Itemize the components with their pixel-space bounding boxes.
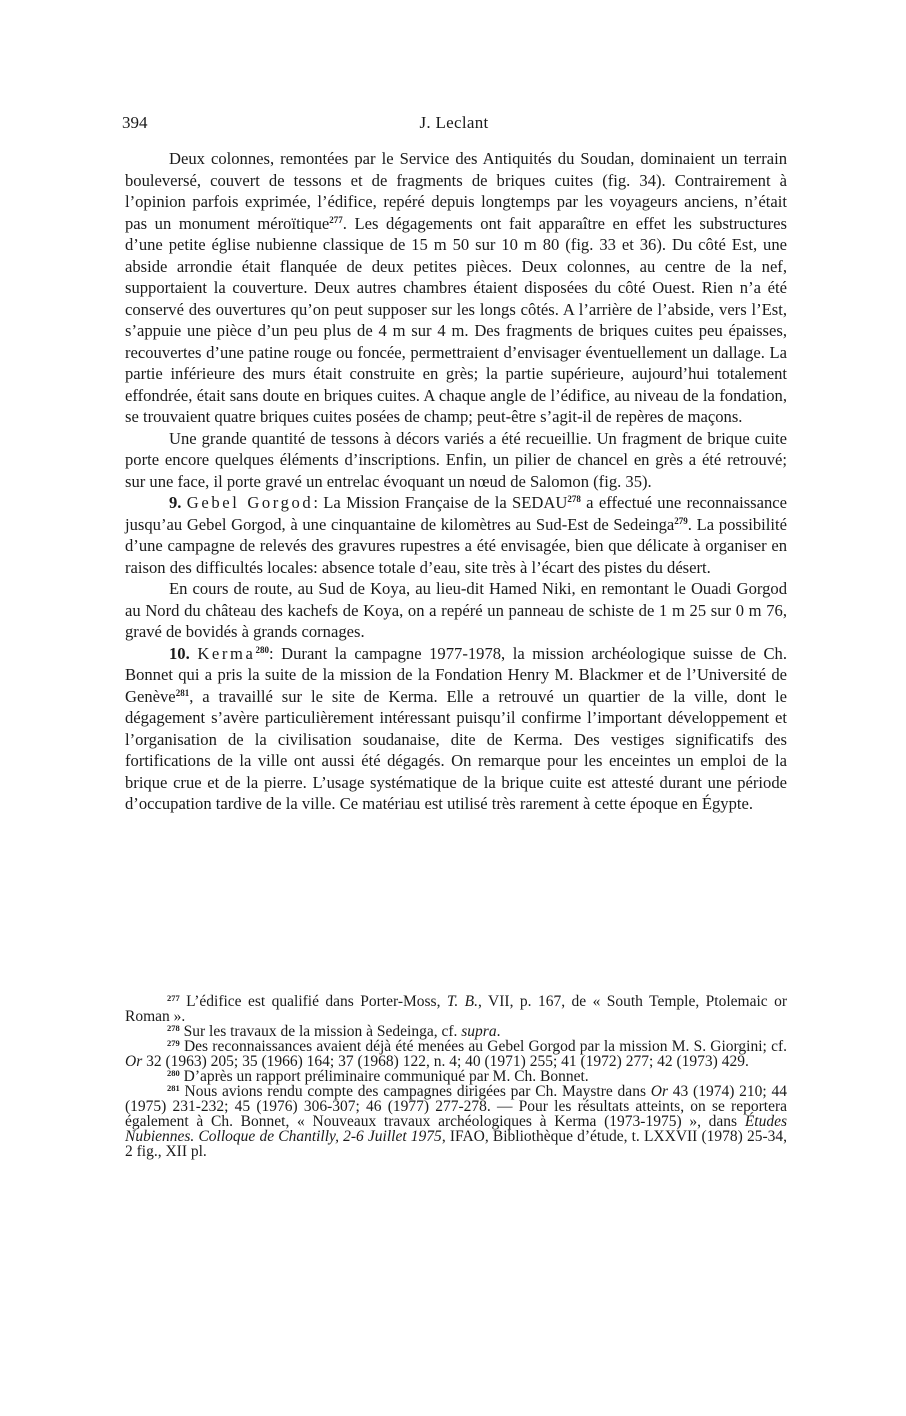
footnote-ref[interactable]: 280 (255, 644, 269, 655)
footnote-ref[interactable]: 278 (567, 494, 581, 504)
body-text (125, 148, 787, 815)
footnote-277: $^{277}$ L’édifice est qualifié dans Porter-Moss, T. B., VII, p. 167, de « South Temple, Ptolemaic or Roman ». (125, 993, 787, 1025)
section-number: 9. (169, 493, 182, 512)
section-title: Gebel Gorgod (186, 493, 314, 512)
paragraph-kerma: 10. Kerma$^{280}$: Durant la campagne 1977-1978, la mission archéologique suisse de Ch. Bonnet qui a pris la suite de la mission de la Fondation Henry M. Blackmer et de l’Université de Genève$^{281}$, a travaillé sur le site de Kerma. Elle a retrouvé un quartier de la ville, dont le dégagement s’avère particulièrement intéressant puisqu’il confirme l’important développement et l’organisation de la civilisation soudanaise, dite de Kerma. Des vestiges significatifs des fortifications de la ville ont aussi été dégagés. On remarque pour les enceintes un emploi de la brique crue et de la pierre. L’usage systématique de la brique cuite est attesté durant une période d’occupation tardive de la ville. Ce matériau est utilisé très rarement à cette époque en Égypte. (125, 643, 787, 813)
footnote-ref[interactable]: 277 (329, 214, 343, 225)
paragraph-koya: En cours de route, au Sud de Koya, au lieu-dit Hamed Niki, en remontant le Ouadi Gorgod au Nord du château des kachefs de Koya, on a repéré un panneau de schiste de 1 m 25 sur 0 m 76, gravé de bovidés à grands cornages. (125, 579, 787, 641)
footnote-ref[interactable]: 279 (674, 515, 688, 526)
running-head: J. Leclant (419, 113, 489, 132)
footnote-280: $^{280}$ D’après un rapport préliminaire communiqué par M. Ch. Bonnet. (167, 1068, 589, 1085)
page-number: 394 (122, 113, 148, 132)
footnote-281: $^{281}$ Nous avions rendu compte des campagnes dirigées par Ch. Maystre dans Or 43 (1974) 210; 44 (1975) 231-232; 45 (1976) 306-307; 46 (1977) 277-278. — Pour les résultats atteints, on se reportera également à Ch. Bonnet, « Nouveaux travaux archéologiques à Kerma (1973-1975) », dans Études Nubiennes. Colloque de Chantilly, 2-6 Juillet 1975, IFAO, Bibliothèque d’étude, t. LXXVII (1978) 25-34, 2 fig., XII pl. (125, 1083, 787, 1160)
paragraph-finds: Une grande quantité de tessons à décors variés a été recueillie. Un fragment de brique cuite porte encore quelques éléments d’inscriptions. Enfin, un pilier de chancel en grès a été retrouvé; sur une face, il porte gravé un entrelac évoquant un nœud de Salomon (fig. 35). (125, 428, 787, 491)
section-number: 10. (169, 643, 190, 663)
footnotes (125, 994, 787, 1159)
footnote-278: $^{278}$ Sur les travaux de la mission à Sedeinga, cf. supra. (167, 1023, 501, 1040)
paragraph-church: Deux colonnes, remontées par le Service des Antiquités du Soudan, dominaient un terrain bouleversé, couvert de tessons et de fragments de briques cuites (fig. 34). Contrairement à l’opinion parfois exprimée, l’édifice, repéré depuis longtemps par les voyageurs anciens, n’était pas un monument méroïtique$^{277}$. Les dégagements ont fait apparaître en effet les substructures d’une petite église nubienne classique de 15 m 50 sur 10 m 80 (fig. 33 et 36). Du côté Est, une abside arrondie était flanquée de deux petites pièces. Deux colonnes, au centre de la nef, supportaient la couverture. Deux autres chambres étaient disposées du côté Ouest. Rien n’a été conservé des ouvertures qu’on peut supposer sur les longs côtés. A l’arrière de l’abside, vers l’Est, s’appuie une pièce d’un peu plus de 4 m sur 4 m. Des fragments de briques cuites peu épaisses, recouvertes d’une patine rouge ou foncée, permettraient d’envisager éventuellement un dallage. La partie inférieure des murs était construite en grès; la partie supérieure, aujourd’hui totalement effondrée, était sans doute en briques cuites. A chaque angle de l’édifice, au niveau de la fondation, se trouvaient quatre briques cuites posées de champ; peut-être s’agit-il de repères de maçons. (125, 149, 787, 426)
section-title: Kerma (197, 643, 256, 663)
footnote-ref[interactable]: 281 (175, 687, 190, 698)
footnote-279: $^{279}$ Des reconnaissances avaient déjà été menées au Gebel Gorgod par la mission M. S. Giorgini; cf. Or 32 (1963) 205; 35 (1966) 164; 37 (1968) 122, n. 4; 40 (1971) 255; 41 (1972) 277; 42 (1973) 429. (125, 1038, 787, 1070)
page-header (122, 113, 786, 139)
paragraph-gebel-gorgod: 9. Gebel Gorgod: La Mission Française de la SEDAU$^{278}$ a effectué une reconnaissance jusqu’au Gebel Gorgod, à une cinquantaine de kilomètres au Sud-Est de Sedeinga$^{279}$. La possibilité d’une campagne de relevés des gravures rupestres a été envisagée, bien que délicate à organiser en raison des difficultés locales: absence totale d’eau, site très à l’écart des pistes du désert. (125, 493, 787, 577)
